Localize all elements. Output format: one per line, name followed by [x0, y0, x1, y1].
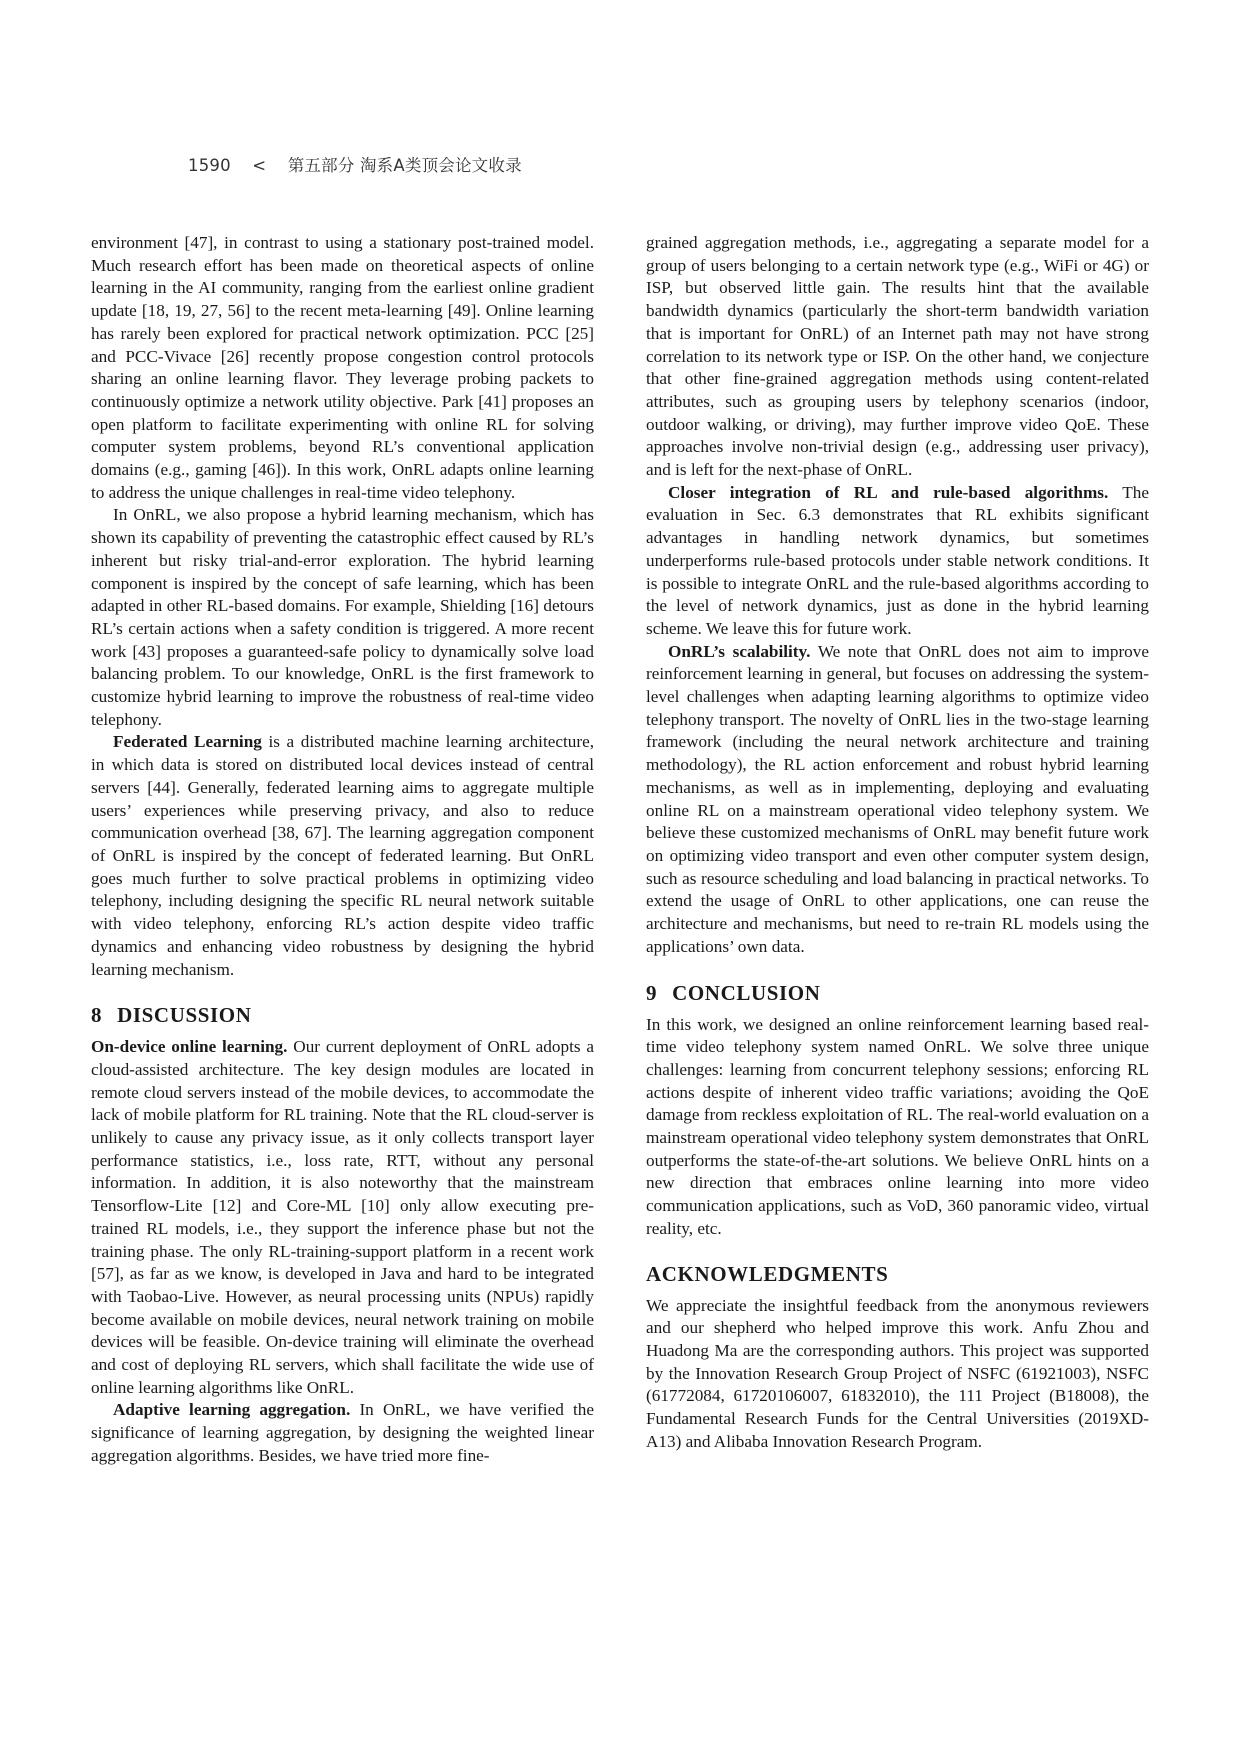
- section-number: 9: [646, 980, 658, 1005]
- section-heading-acknowledgments: ACKNOWLEDGMENTS: [646, 1261, 889, 1286]
- paragraph-body: is a distributed machine learning architecture, in which data is stored on distributed local devices instead of central servers [44]. Generally, federated learning aims to aggregate multiple users’ experiences while preserving privacy, and also to reduce communication overhead [38, 67]. The learning aggregation component of OnRL is inspired by the concept of federated learning. But OnRL goes much further to solve practical problems in optimizing video telephony, including designing the specific RL neural network suitable with video telephony, enforcing RL’s action despite video traffic dynamics and enhancing video robustness by designing the hybrid learning mechanism.: [91, 732, 594, 979]
- page-number: 1590: [188, 156, 231, 175]
- paragraph-body: We note that OnRL does not aim to improve reinforcement learning in general, but focuses on addressing the system-level challenges when adapting learning algorithms to optimize video telephony transport. The novelty of OnRL lies in the two-stage learning framework (including the neural network architecture and training methodology), the RL action enforcement and robust hybrid learning mechanisms, as well as in implementing, deploying and evaluating online RL on a mainstream operational video telephony system. We believe these customized mechanisms of OnRL may benefit future work on optimizing video transport and even other computer system design, such as resource scheduling and load balancing in practical networks. To extend the usage of OnRL to other applications, one can reuse the architecture and mechanisms, but need to re-train RL models using the applications’ own data.: [646, 641, 1149, 956]
- paragraph-adaptive-aggregation: [91, 1399, 594, 1467]
- section-heading-conclusion: [646, 981, 1149, 1005]
- section-title: CONCLUSION: [672, 980, 821, 1005]
- run-in-heading: Adaptive learning aggregation.: [113, 1400, 351, 1420]
- paragraph-acknowledgments: We appreciate the insightful feedback from the anonymous reviewers and our shepherd who helped improve this work. Anfu Zhou and Huadong Ma are the corresponding authors. This project was supported by the Innovation Research Group Project of NSFC (61921003), NSFC (61772084, 61720106007, 61832010), the 111 Project (B18008), the Fundamental Research Funds for the Central Universities (2019XD-A13) and Alibaba Innovation Research Program.: [646, 1295, 1149, 1451]
- run-in-heading: Federated Learning: [113, 732, 262, 752]
- paragraph-federated-learning: [91, 731, 594, 981]
- section-heading-discussion: [91, 1003, 594, 1027]
- section-number: 8: [91, 1003, 103, 1028]
- run-in-heading: On-device online learning.: [91, 1037, 288, 1057]
- paragraph-body: In OnRL, we have verified the significance of learning aggregation, by designing the weighted linear aggregation algorithms. Besides, we have tried more fine-: [91, 1400, 595, 1465]
- paragraph-scalability: [646, 641, 1149, 959]
- paragraph-hybrid-learning: In OnRL, we also propose a hybrid learning mechanism, which has shown its capability of preventing the catastrophic effect caused by RL’s inherent but risky trial-and-error exploration. The hybrid learning component is inspired by the concept of safe learning, which has been adapted in other RL-based domains. For example, Shielding [16] detours RL’s certain actions when a safety condition is triggered. A more recent work [43] proposes a guaranteed-safe policy to dynamically solve load balancing problem. To our knowledge, OnRL is the first framework to customize hybrid learning to improve the robustness of real-time video telephony.: [91, 505, 594, 729]
- paragraph-body: The evaluation in Sec. 6.3 demonstrates that RL exhibits significant advantages in handling network dynamics, but sometimes underperforms rule-based protocols under stable network conditions. It is possible to integrate OnRL and the rule-based algorithms according to the level of network dynamics, just as done in the hybrid learning scheme. We leave this for future work.: [646, 482, 1149, 638]
- paragraph-online-learning: environment [47], in contrast to using a stationary post-trained model. Much research effort has been made on theoretical aspects of online learning in the AI community, ranging from the earliest online gradient update [18, 19, 27, 56] to the recent meta-learning [49]. Online learning has rarely been explored for practical network optimization. PCC [25] and PCC-Vivace [26] recently propose congestion control protocols sharing an online learning flavor. They leverage probing packets to continuously optimize a network utility objective. Park [41] proposes an open platform to facilitate experimenting with online RL for solving computer system problems, beyond RL’s conventional application domains (e.g., gaming [46]). In this work, OnRL adapts online learning to address the unique challenges in real-time video telephony.: [91, 233, 594, 502]
- right-column: [646, 232, 1149, 1453]
- paragraph-aggregation-continued: grained aggregation methods, i.e., aggregating a separate model for a group of users belonging to a certain network type (e.g., WiFi or 4G) or ISP, but observed little gain. The results hint that the available bandwidth dynamics (particularly the short-term bandwidth variation that is important for OnRL) of an Internet path may not have strong correlation to its network type or ISP. On the other hand, we conjecture that other fine-grained aggregation methods using content-related attributes, such as grouping users by telephony scenarios (indoor, outdoor walking, or driving), may further improve video QoE. These approaches involve non-trivial design (e.g., addressing user privacy), and is left for the next-phase of OnRL.: [646, 233, 1149, 480]
- run-in-heading: Closer integration of RL and rule-based algorithms.: [668, 482, 1109, 502]
- paragraph-body: Our current deployment of OnRL adopts a cloud-assisted architecture. The key design modules are located in remote cloud servers instead of the mobile devices, to accommodate the lack of mobile platform for RL training. Note that the RL cloud-server is unlikely to cause any privacy issue, as it only collects transport layer performance statistics, i.e., loss rate, RTT, without any personal information. In addition, it is also noteworthy that the mainstream Tensorflow-Lite [12] and Core-ML [10] only allow executing pre-trained RL models, i.e., they support the inference phase but not the training phase. The only RL-training-support platform in a recent work [57], as far as we know, is developed in Java and hard to be integrated with Taobao-Live. However, as neural processing units (NPUs) rapidly become available on mobile devices, neural network training on mobile devices will be feasible. On-device training will eliminate the overhead and cost of deploying RL servers, which shall facilitate the wide use of online learning algorithms like OnRL.: [91, 1037, 595, 1397]
- left-column: [91, 232, 594, 1468]
- run-in-heading: OnRL’s scalability.: [668, 641, 811, 661]
- paragraph-conclusion: In this work, we designed an online reinforcement learning based real-time video telephony system named OnRL. We solve three unique challenges: learning from concurrent telephony sessions; enforcing RL actions despite of inherent video traffic variations; avoiding the QoE damage from reckless exploitation of RL. The real-world evaluation on a mainstream operational video telephony system demonstrates that OnRL outperforms the state-of-the-art solutions. We believe OnRL hints on a new direction that embraces online learning into more video communication applications, such as VoD, 360 panoramic video, virtual reality, etc.: [646, 1014, 1149, 1238]
- section-title: DISCUSSION: [117, 1003, 252, 1028]
- running-header: [188, 152, 538, 176]
- header-separator: <: [252, 156, 267, 175]
- paragraph-on-device-learning: [91, 1036, 594, 1399]
- paragraph-rule-integration: [646, 482, 1149, 641]
- header-section-title: 第五部分 淘系A类顶会论文收录: [287, 156, 522, 175]
